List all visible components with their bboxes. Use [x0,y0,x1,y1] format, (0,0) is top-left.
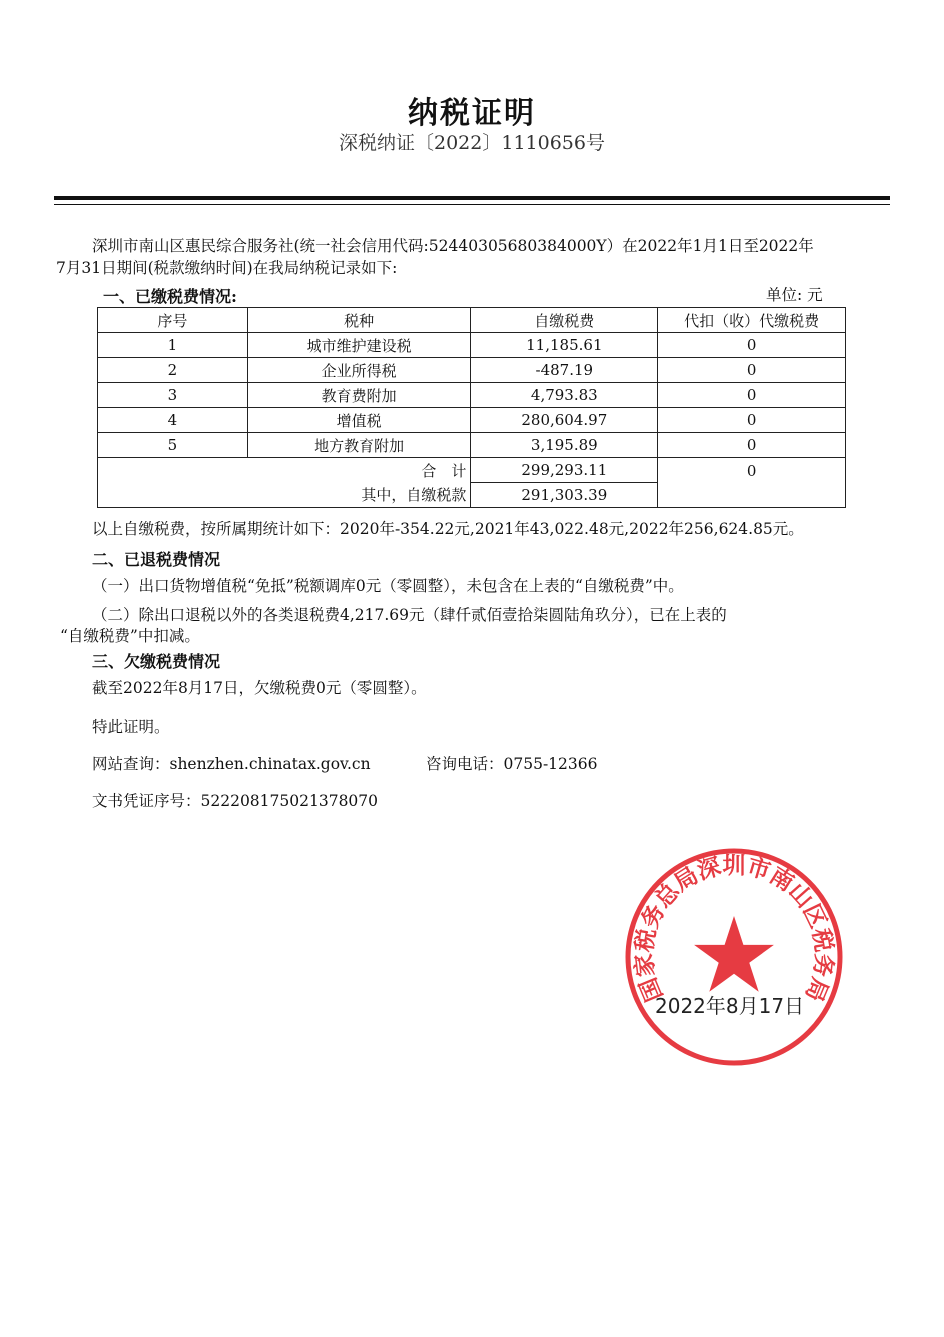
cell-tax-type: 企业所得税 [247,358,471,383]
cell-withheld: 0 [658,433,846,458]
header-rule-thick [54,196,890,200]
official-seal [623,846,845,1068]
arrears-text: 截至2022年8月17日，欠缴税费0元（零圆整）。 [92,679,427,697]
cell-self-paid: -487.19 [471,358,658,383]
cell-seq: 1 [98,333,248,358]
table-row [98,433,846,458]
phone-text: 咨询电话：0755-12366 [426,755,598,773]
section-3-heading: 三、欠缴税费情况 [92,652,221,671]
intro-line-1: 深圳市南山区惠民综合服务社(统一社会信用代码:52440305680384000Y）在2022年1月1日至2022年 [92,237,814,255]
section-2-heading: 二、已退税费情况 [92,550,221,569]
cell-self-paid: 280,604.97 [471,408,658,433]
table-total-row [98,458,846,483]
header-withheld: 代扣（收）代缴税费 [658,308,846,333]
period-summary: 以上自缴税费，按所属期统计如下：2020年-354.22元,2021年43,022.48元,2022年256,624.85元。 [92,520,804,538]
total-self-paid: 299,293.11 [471,458,658,483]
refund-item-2-line-2: “自缴税费”中扣减。 [60,627,200,645]
subtotal-self-paid: 291,303.39 [471,483,658,508]
cell-withheld: 0 [658,383,846,408]
cell-tax-type: 教育费附加 [247,383,471,408]
serial-text: 文书凭证序号：522208175021378070 [92,792,379,810]
header-tax-type: 税种 [247,308,471,333]
header-rule-thin [54,204,890,205]
cell-seq: 4 [98,408,248,433]
cell-tax-type: 增值税 [247,408,471,433]
document-number: 深税纳证〔2022〕1110656号 [339,132,605,154]
table-row [98,358,846,383]
total-label: 合 计 [98,458,471,483]
cell-seq: 5 [98,433,248,458]
cell-self-paid: 3,195.89 [471,433,658,458]
unit-label: 单位: 元 [766,286,823,304]
subtotal-label: 其中，自缴税款 [98,483,471,508]
table-row [98,383,846,408]
cell-withheld: 0 [658,333,846,358]
cell-seq: 3 [98,383,248,408]
tax-paid-table [97,307,846,508]
document-title: 纳税证明 [408,96,536,131]
table-header-row [98,308,846,333]
seal-date: 2022年8月17日 [655,994,805,1018]
seal-star-icon [694,916,774,992]
intro-line-2: 7月31日期间(税款缴纳时间)在我局纳税记录如下: [56,259,398,277]
header-self-paid: 自缴税费 [471,308,658,333]
header-seq: 序号 [98,308,248,333]
total-withheld: 0 [658,458,846,508]
refund-item-1: （一）出口货物增值税“免抵”税额调库0元（零圆整），未包含在上表的“自缴税费”中。 [92,577,684,595]
table-row [98,408,846,433]
cell-tax-type: 地方教育附加 [247,433,471,458]
section-1-heading: 一、已缴税费情况: [103,287,237,306]
cell-self-paid: 11,185.61 [471,333,658,358]
cell-withheld: 0 [658,408,846,433]
website-text: 网站查询：shenzhen.chinatax.gov.cn [92,755,371,773]
cell-withheld: 0 [658,358,846,383]
closing-text: 特此证明。 [92,718,170,736]
cell-self-paid: 4,793.83 [471,383,658,408]
cell-seq: 2 [98,358,248,383]
seal-text: 国家税务总局深圳市南山区税务局 [630,851,838,1006]
refund-item-2-line-1: （二）除出口退税以外的各类退税费4,217.69元（肆仟贰佰壹拾柒圆陆角玖分），已在上表的 [92,606,727,624]
cell-tax-type: 城市维护建设税 [247,333,471,358]
table-row [98,333,846,358]
